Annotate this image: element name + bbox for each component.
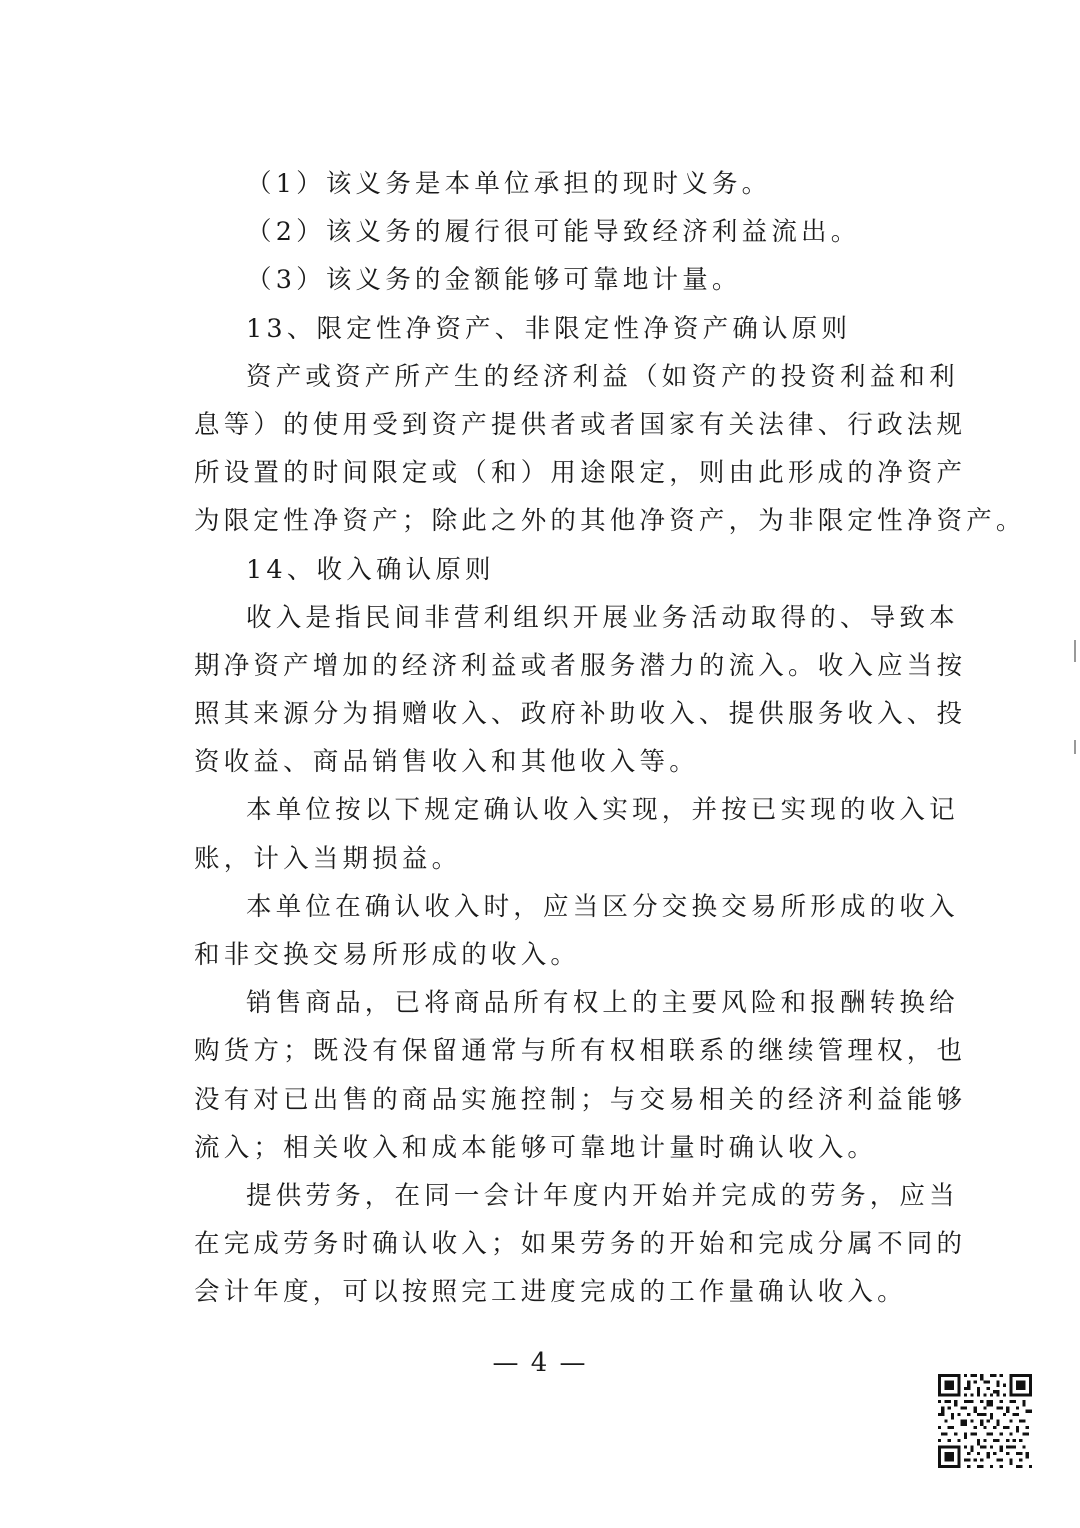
text-line: 没有对已出售的商品实施控制；与交易相关的经济利益能够	[194, 1084, 967, 1115]
scan-edge-mark	[1074, 640, 1076, 662]
text-line: 收入是指民间非营利组织开展业务活动取得的、导致本	[246, 602, 959, 633]
qr-code-icon	[938, 1374, 1032, 1468]
text-line: （3）该义务的金额能够可靠地计量。	[246, 265, 742, 296]
text-line: 在完成劳务时确认收入；如果劳务的开始和完成分属不同的	[194, 1229, 967, 1260]
text-line: 账，计入当期损益。	[194, 843, 462, 874]
text-line: 为限定性净资产；除此之外的其他净资产，为非限定性净资产。	[194, 506, 1026, 537]
page-number: — 4 —	[492, 1348, 588, 1378]
text-line: 提供劳务，在同一会计年度内开始并完成的劳务，应当	[246, 1180, 959, 1211]
text-line: 本单位按以下规定确认收入实现，并按已实现的收入记	[246, 795, 959, 826]
text-line: （1）该义务是本单位承担的现时义务。	[246, 169, 772, 199]
scan-edge-mark	[1074, 740, 1076, 754]
text-line: 会计年度，可以按照完工进度完成的工作量确认收入。	[194, 1277, 907, 1308]
text-line: 资收益、商品销售收入和其他收入等。	[194, 747, 699, 778]
text-line: 本单位在确认收入时，应当区分交换交易所形成的收入	[246, 891, 959, 922]
text-line: 所设置的时间限定或（和）用途限定，则由此形成的净资产	[194, 458, 967, 489]
text-line: 资产或资产所产生的经济利益（如资产的投资利益和利	[246, 361, 959, 392]
section-heading: 13、限定性净资产、非限定性净资产确认原则	[246, 313, 852, 344]
body-text	[194, 160, 1026, 1317]
qr-code-graphic	[938, 1374, 1032, 1468]
text-line: 销售商品，已将商品所有权上的主要风险和报酬转换给	[246, 988, 959, 1019]
section-heading: 14、收入确认原则	[246, 554, 495, 585]
text-line: 期净资产增加的经济利益或者服务潜力的流入。收入应当按	[194, 650, 967, 681]
text-line: 流入；相关收入和成本能够可靠地计量时确认收入。	[194, 1132, 878, 1163]
text-line: 购货方；既没有保留通常与所有权相联系的继续管理权，也	[194, 1036, 967, 1067]
text-line: 息等）的使用受到资产提供者或者国家有关法律、行政法规	[194, 409, 967, 440]
text-line: 和非交换交易所形成的收入。	[194, 940, 581, 970]
text-line: 照其来源分为捐赠收入、政府补助收入、提供服务收入、投	[194, 699, 967, 730]
text-line: （2）该义务的履行很可能导致经济利益流出。	[246, 217, 861, 248]
